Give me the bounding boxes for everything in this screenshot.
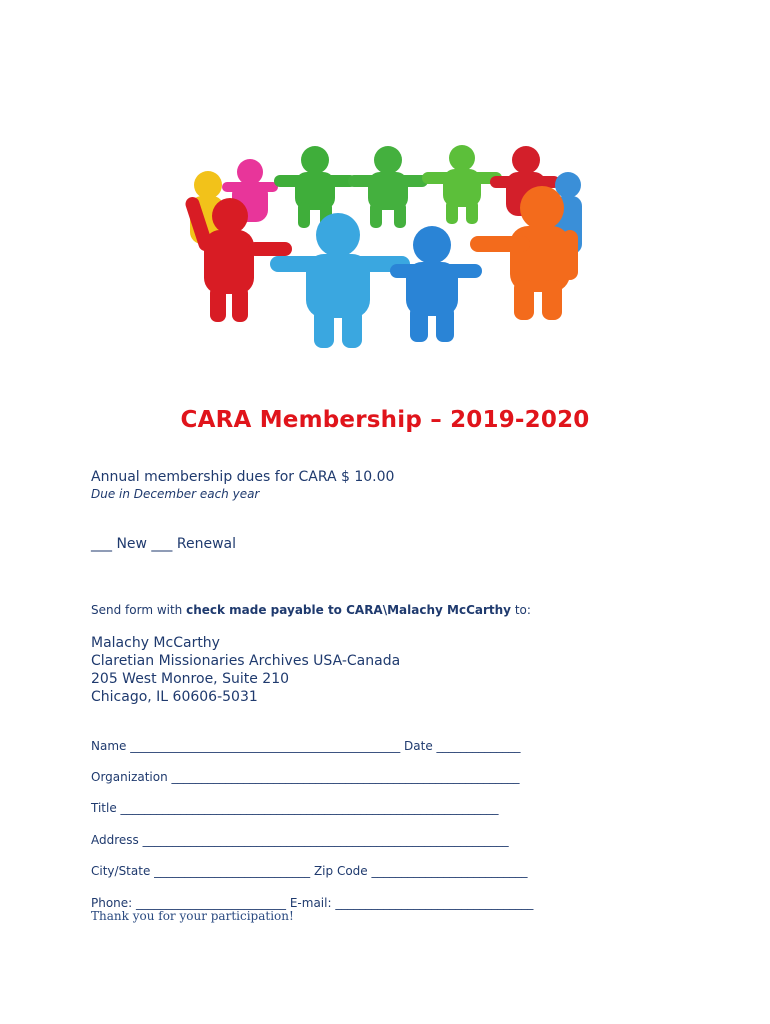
city-zip-field[interactable]: City/State __________________________ Zip Code __________________________ [91, 864, 528, 878]
membership-type-line: ___ New ___ Renewal [91, 536, 237, 552]
address-field[interactable]: Address _____________________________________________________________ [91, 833, 509, 847]
organization-field[interactable]: Organization __________________________________________________________ [91, 770, 520, 784]
send-instruction [91, 603, 531, 617]
people-circle-image [170, 130, 600, 360]
figure-orange [470, 186, 578, 320]
send-prefix: Send form with [91, 603, 187, 617]
figure-blue-center-right [390, 226, 482, 342]
name-date-field[interactable]: Name _____________________________________________ Date ______________ [91, 739, 521, 753]
send-payee: check made payable to CARA\Malachy McCarthy [186, 603, 511, 617]
figure-green-3 [422, 145, 502, 224]
address-city: Chicago, IL 60606-5031 [91, 689, 258, 705]
dues-note: Due in December each year [91, 487, 260, 501]
address-org: Claretian Missionaries Archives USA-Canada [91, 653, 401, 669]
send-suffix: to: [511, 603, 531, 617]
address-name: Malachy McCarthy [91, 635, 220, 651]
page-title: CARA Membership – 2019-2020 [180, 407, 590, 433]
phone-email-field[interactable]: Phone: _________________________ E-mail: _________________________________ [91, 896, 534, 910]
title-field[interactable]: Title _______________________________________________________________ [91, 801, 499, 815]
dues-line: Annual membership dues for CARA $ 10.00 [91, 469, 395, 485]
thank-you-note: Thank you for your participation! [91, 909, 294, 923]
figure-blue-center-left [270, 213, 410, 348]
address-street: 205 West Monroe, Suite 210 [91, 671, 290, 687]
figure-green-2 [348, 146, 428, 228]
